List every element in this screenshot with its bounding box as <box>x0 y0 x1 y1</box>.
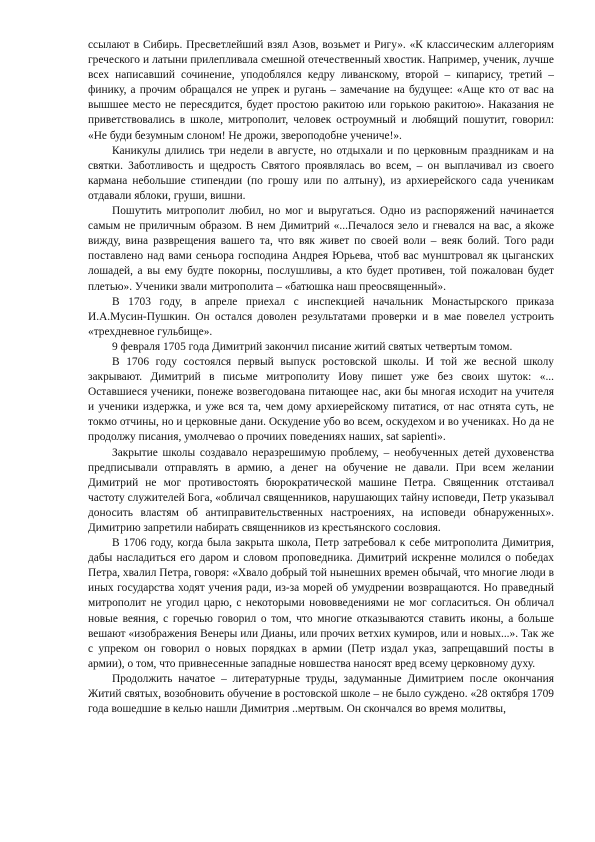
body-paragraph: Продолжить начатое – литературные труды, задуманные Димитрием после окончания Житий святых, возобновить обучение в ростовской школе – не было суждено. «28 октября 1709 года вошедшие в келью нашли Димитрия ..мертвым. Он скончался во время молитвы, <box>88 672 554 716</box>
document-page <box>88 38 554 717</box>
body-paragraph: Закрытие школы создавало неразрешимую проблему, – необученных детей духовенства предписывали отправлять в армию, а денег на обучение не давали. При всем желании Димитрий не мог противостоять бюрократической машине Петра. Священник отстаивал частоту служителей Бога, «обличал священников, нарушающих тайну исповеди, Петр указывал доносить властям об антиправительственных настроениях, на исповеди обнаруженных». Димитрию запретили набирать священников из крестьянского сословия. <box>88 446 554 534</box>
body-paragraph: Пошутить митрополит любил, но мог и выругаться. Одно из распоряжений начинается самым не приличным образом. В нем Димитрий «...Печалося зело и гневался на вас, а яkоже вижду, вина разврещения вашего та, что вяк живет по своей воли – веяк болий. Того ради поставлено над вами сеньора господина Андрея Юрьева, чтоб вас мунштровал як цыганских лошадей, а вы ему будте покорны, послушливы, а кто будет противен, той пожалован будет плетью». Ученики звали митрополита – «батюшка наш преосвященный». <box>88 205 554 293</box>
body-paragraph: В 1706 году состоялся первый выпуск ростовской школы. И той же весной школу закрывают. Димитрий в письме митрополиту Иову пишет уже без своих шуток: «... Оставшиеся ученики, понеже возвегодована питающее нас, аки бы многая исходит на учителя и ученики издержка, и уже вся та, чем дому архиерейскому питатися, от нас отнята суть, не токмо отчины, но и церковные дани. Оскудение убо во всем, оскудехом и во учениках. Но да не продолжу писания, умолчевао о прочиих поведениях наших, sat sapienti». <box>88 355 554 444</box>
body-paragraph: ссылают в Сибирь. Пресветлейший взял Азов, возьмет и Ригу». «К классическим аллегориям греческого и латыни прилепливала смешной отечественный хвостик. Например, ученик, лучше всех написавший сочинение, уподоблялся кедру ливанскому, второй – кипарису, третий – финику, а прочим обращался не упрек и ругань – замечание на будущее: «Аще кто от вас на вышшее место не пересядится, будет простою ракитою или горькою ракитою». Наказания не приветствовались в школе, митрополит, человек остроумный и любящий пошутит, говорил: «Не буди безумным слоном! Не дрожи, звероподобне учениче!». <box>88 39 554 142</box>
body-paragraph: Каникулы длились три недели в августе, но отдыхали и по церковным праздникам и на святки. Заботливость и щедрость Святого проявлялась во всем, – он выплачивал из своего кармана небольшие стипендии (по грошу или по алтыну), из архиерейского сада ученикам отдавали яблоки, груши, вишни. <box>88 144 554 202</box>
body-paragraph: В 1706 году, когда была закрыта школа, Петр затребовал к себе митрополита Димитрия, дабы насладиться его даром и словом проповедника. Димитрий искренне молился о победах Петра, хвалил Петра, говоря: «Хвало добрый той нынешних времен обычай, что многие люди в иных государства ходят учения ради, из-за морей об умудрении возвращаются. Но праведный митрополит не угодил царю, с некоторыми нововведениями не мог согласиться. Он обличал новые веяния, с горечью говорил о том, что многие отказываются ставить иконы, а больше вешают «изображения Венеры или Дианы, или прочих ветхих кумиров, или и новых...». Так же с упреком он говорил о новых порядках в армии (Петр издал указ, запрещавший посты в армии), о том, что привнесенные западные новшества наносят вред всему церковному духу. <box>88 537 554 670</box>
body-paragraph: 9 февраля 1705 года Димитрий закончил писание житий святых четвертым томом. <box>112 340 513 353</box>
body-paragraph: В 1703 году, в апреле приехал с инспекцией начальник Монастырского приказа И.А.Мусин-Пушкин. Он остался доволен результатами проверки и в мае повелел устроить «трехдневное гульбище». <box>88 295 554 338</box>
